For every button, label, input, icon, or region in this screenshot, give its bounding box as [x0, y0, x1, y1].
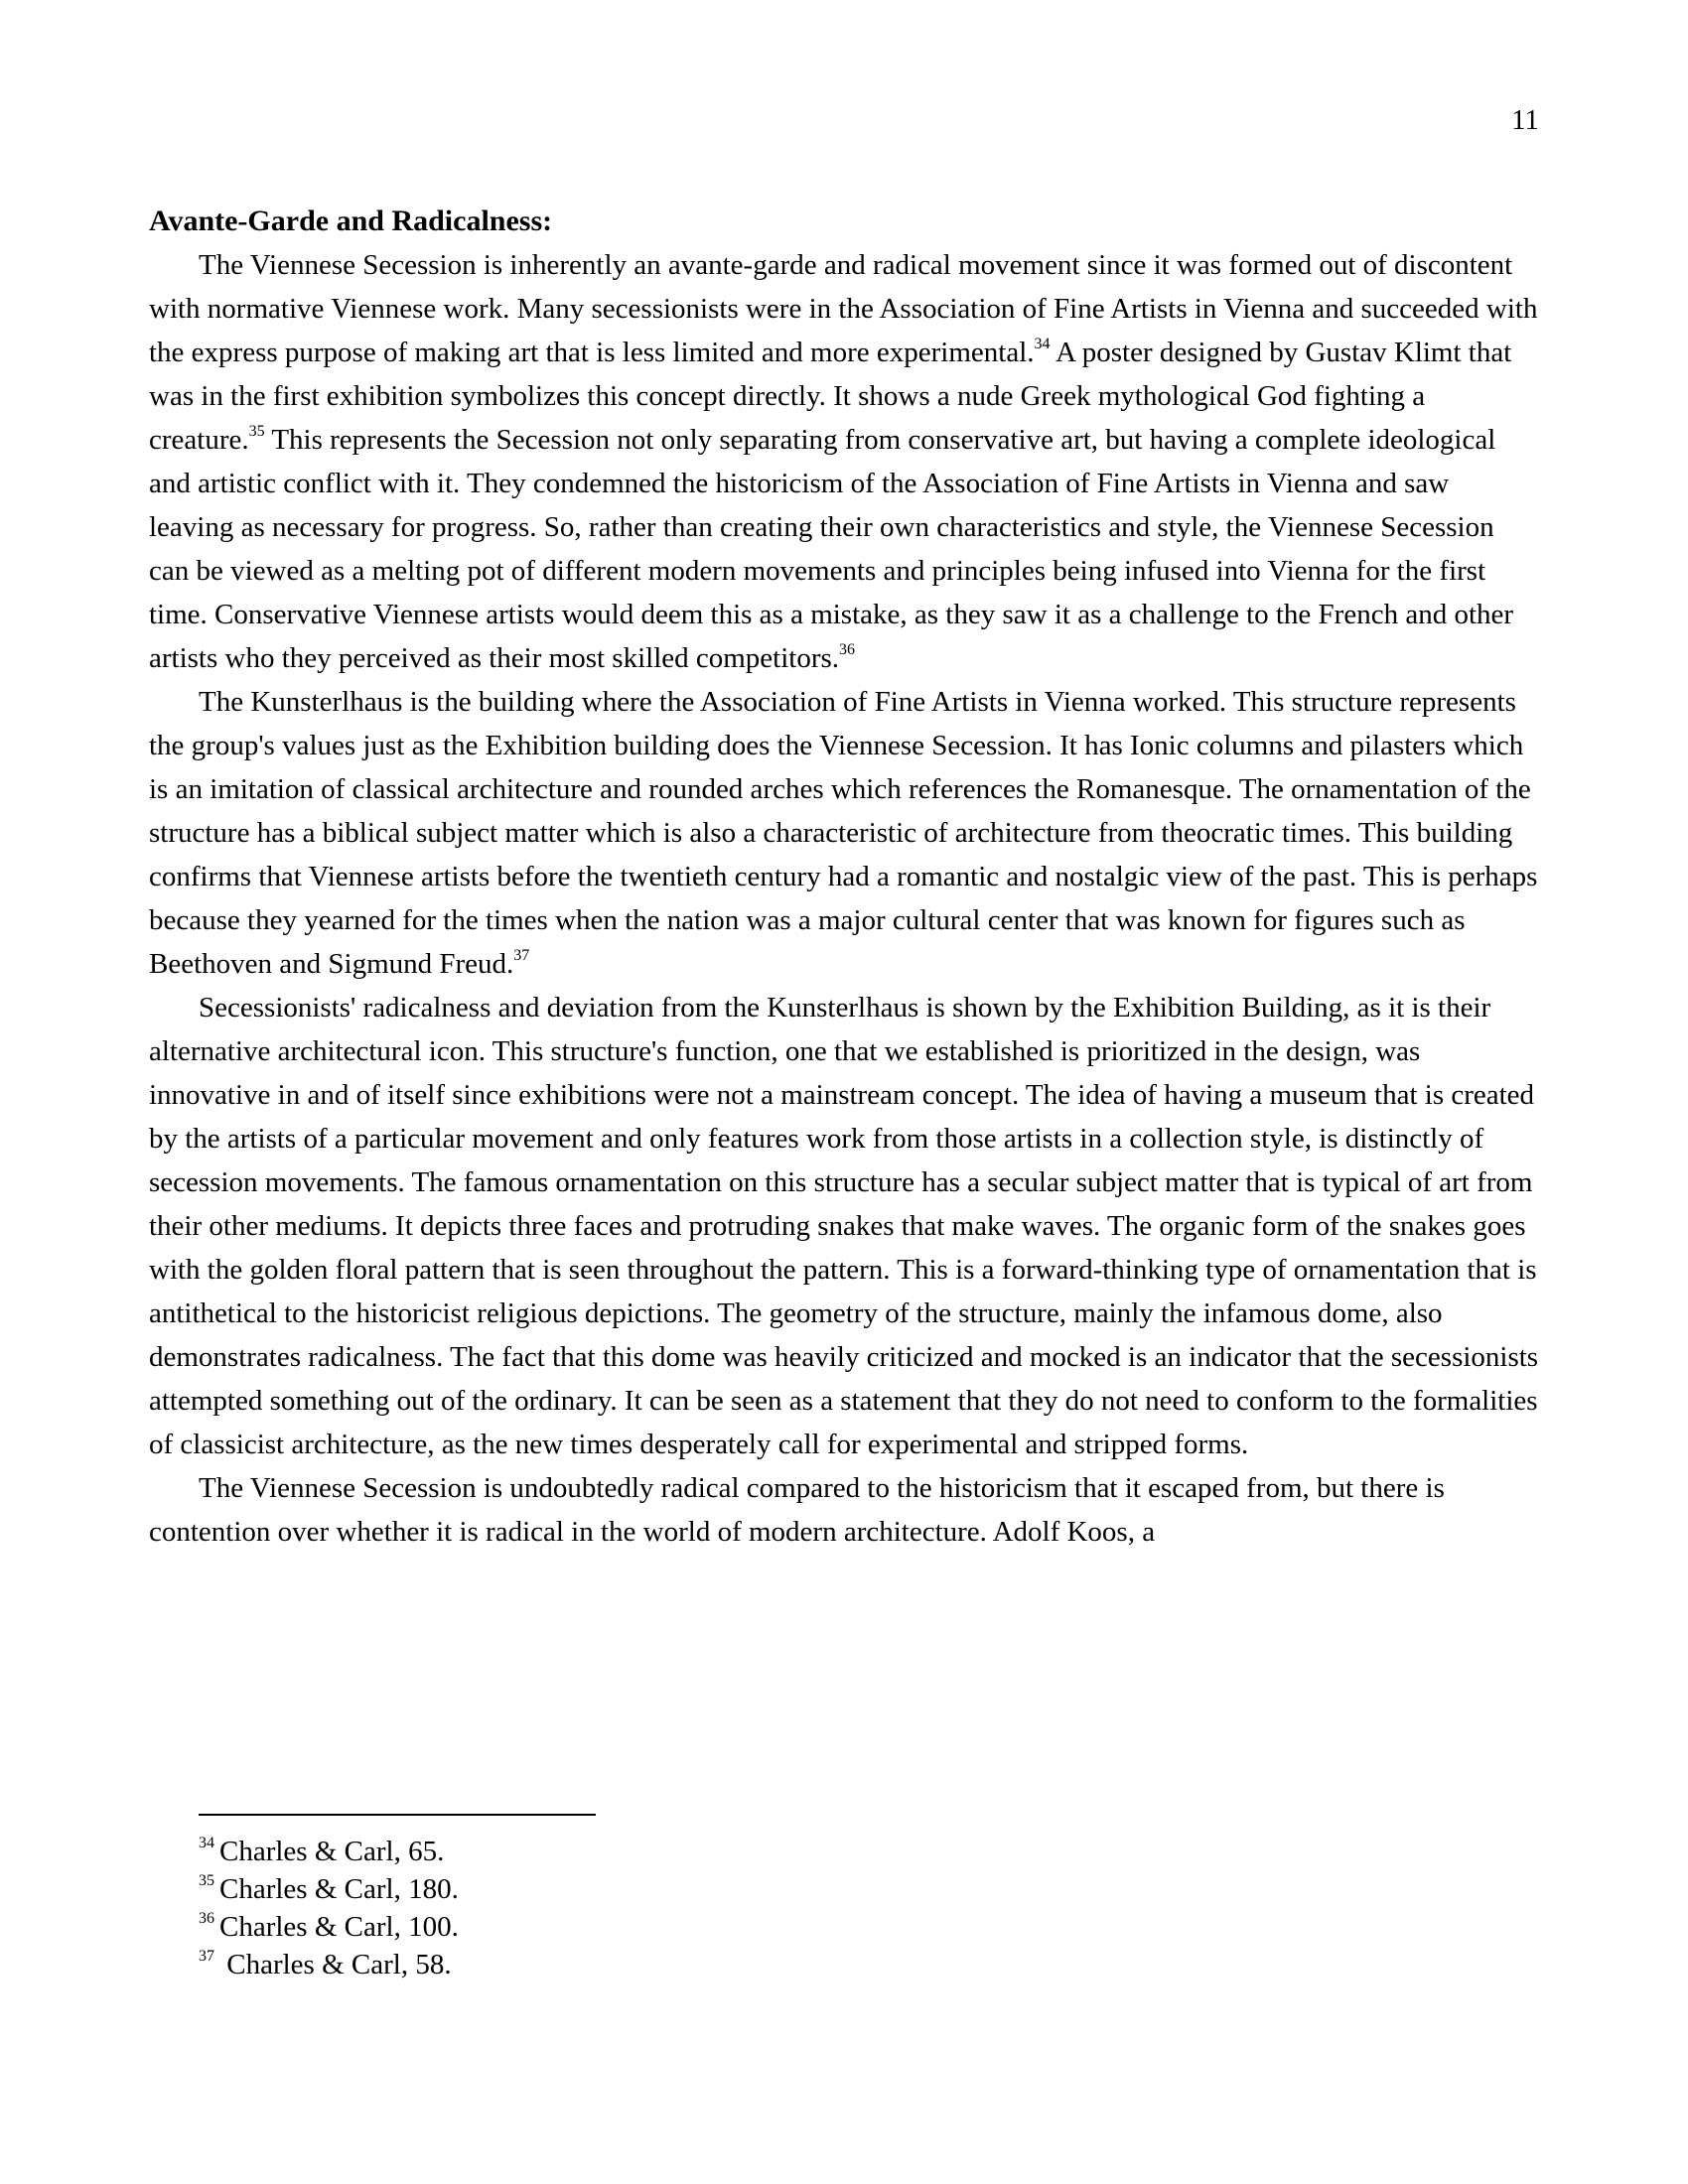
paragraph-text: This represents the Secession not only separating from conservative art, but having a complete ideological and artistic conflict with it. They condemned the historicism of the Association of Fine Artists in Vienna and saw leaving as necessary for progress. So, rather than creating their own characteristics and style, the Viennese Secession can be viewed as a melting pot of different modern movements and principles being infused into Vienna for the first time. Conservative Viennese artists would deem this as a mistake, as they saw it as a challenge to the French and other artists who they perceived as their most skilled competitors. [149, 424, 1514, 674]
footnote-number: 36 [199, 1910, 214, 1928]
paragraph-text: The Viennese Secession is inherently an avante-garde and radical movement since it was formed out of discontent with normative Viennese work. Many secessionists were in the Association of Fine Artists in Vienna and succeeded with the express purpose of making art that is less limited and more experimental. [149, 249, 1538, 368]
footnote-number: 37 [199, 1948, 214, 1966]
paragraph-text: Secessionists' radicalness and deviation from the Kunsterlhaus is shown by the Exhibition Building, as it is their alternative architectural icon. This structure's function, one that we established is prioritized in the design, was innovative in and of itself since exhibitions were not a mainstream concept. The idea of having a museum that is created by the artists of a particular movement and only features work from those artists in a collection style, is distinctly of secession movements. The famous ornamentation on this structure has a secular subject matter that is typical of art from their other mediums. It depicts three faces and protruding snakes that make waves. The organic form of the snakes goes with the golden floral pattern that is seen throughout the pattern. This is a forward-thinking type of ornamentation that is antithetical to the historicist religious depictions. The geometry of the structure, mainly the infamous dome, also demonstrates radicalness. The fact that this dome was heavily criticized and mocked is an indicator that the secessionists attempted something out of the ordinary. It can be seen as a statement that they do not need to conform to the formalities of classicist architecture, as the new times desperately call for experimental and stripped forms. [149, 992, 1539, 1460]
footnote-text: Charles & Carl, 58. [219, 1949, 452, 1980]
page-number: 11 [1511, 104, 1539, 136]
paragraph-1 [149, 243, 1539, 680]
footnote-reference: 35 [248, 423, 265, 441]
footnote-reference: 36 [839, 641, 856, 659]
paragraph-text: The Viennese Secession is undoubtedly radical compared to the historicism that it escaped from, but there is contention over whether it is radical in the world of modern architecture. Adolf Koos, a [149, 1472, 1445, 1548]
footnote [199, 1833, 1489, 1870]
section-heading: Avante-Garde and Radicalness: [149, 205, 553, 237]
footnote [199, 1946, 1489, 1983]
footnote [199, 1870, 1489, 1908]
footnote-text: Charles & Carl, 180. [219, 1873, 459, 1905]
footnote [199, 1908, 1489, 1946]
paragraph-3 [149, 986, 1539, 1466]
footnote-reference: 34 [1034, 336, 1051, 353]
body-text [149, 200, 1539, 1554]
footnote-text: Charles & Carl, 100. [219, 1911, 459, 1943]
footnote-reference: 37 [513, 947, 530, 965]
footnote-number: 35 [199, 1872, 214, 1890]
paragraph-2 [149, 680, 1539, 986]
footnote-number: 34 [199, 1835, 214, 1852]
footnotes [199, 1833, 1489, 1983]
paragraph-text: The Kunsterlhaus is the building where the Association of Fine Artists in Vienna worked. This structure represents the group's values just as the Exhibition building does the Viennese Secession. It has Ionic columns and pilasters which is an imitation of classical architecture and rounded arches which references the Romanesque. The ornamentation of the structure has a biblical subject matter which is also a characteristic of architecture from theocratic times. This building confirms that Viennese artists before the twentieth century had a romantic and nostalgic view of the past. This is perhaps because they yearned for the times when the nation was a major cultural center that was known for figures such as Beethoven and Sigmund Freud. [149, 686, 1538, 980]
paragraph-4 [149, 1466, 1539, 1554]
footnote-separator [199, 1814, 596, 1816]
paragraph-text: A poster designed by Gustav Klimt that was in the first exhibition symbolizes this concept directly. It shows a nude Greek mythological God fighting a creature. [149, 337, 1512, 456]
footnote-text: Charles & Carl, 65. [219, 1836, 445, 1867]
